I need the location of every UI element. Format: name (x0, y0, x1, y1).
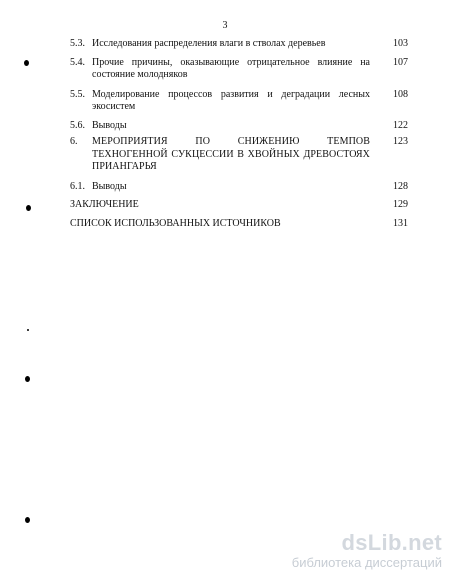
toc-entry-number: 6. (70, 136, 78, 147)
toc-entry-page: 123 (393, 136, 408, 147)
toc-entry-conclusion (70, 199, 408, 212)
binding-hole-dot (27, 329, 29, 331)
binding-hole-dot (25, 517, 30, 523)
watermark (252, 532, 442, 570)
binding-hole-dot (26, 205, 31, 211)
toc-entry-number: 5.5. (70, 88, 85, 100)
toc-entry-page: 131 (393, 217, 408, 229)
toc-entry-page: 103 (393, 38, 408, 49)
toc-entry-title: СПИСОК ИСПОЛЬЗОВАННЫХ ИСТОЧНИКОВ (70, 217, 281, 229)
toc-entry-title: Выводы (92, 119, 127, 131)
toc-entry-number: 6.1. (70, 180, 85, 192)
toc-entry-number: 5.6. (70, 119, 85, 131)
toc-entry-title: Исследования распределения влаги в стволах деревьев (92, 38, 326, 49)
toc-entry-title: Моделирование процессов развития и деградации лесных экосистем (92, 88, 370, 112)
toc-entry-page: 122 (393, 119, 408, 131)
toc-entry-5-4 (70, 57, 408, 82)
toc-entry-page: 128 (393, 180, 408, 192)
table-of-contents (70, 38, 408, 230)
watermark-logo: dsLib.net (341, 530, 442, 555)
toc-entry-5-5 (70, 89, 408, 114)
toc-entry-title: Прочие причины, оказывающие отрицательное влияние на состояние молодняков (92, 56, 370, 80)
watermark-subtitle: библиотека диссертаций (291, 555, 442, 570)
binding-hole-dot (25, 376, 30, 382)
toc-entry-title: МЕРОПРИЯТИЯ ПО СНИЖЕНИЮ ТЕМПОВ ТЕХНОГЕННОЙ СУКЦЕССИИ В ХВОЙНЫХ ДРЕВОСТОЯХ ПРИАНГАРЬЯ (92, 136, 370, 172)
page-number: 3 (222, 20, 228, 31)
toc-entry-title: ЗАКЛЮЧЕНИЕ (70, 199, 139, 210)
binding-hole-dot (24, 60, 29, 66)
toc-entry-number: 5.3. (70, 38, 85, 49)
toc-entry-5-6 (70, 120, 408, 133)
toc-entry-6-1 (70, 181, 408, 194)
toc-entry-5-3 (70, 38, 408, 51)
toc-entry-page: 107 (393, 56, 408, 68)
toc-entry-title: Выводы (92, 180, 127, 192)
toc-entry-references (70, 218, 408, 231)
toc-entry-6 (70, 136, 408, 174)
toc-entry-page: 108 (393, 88, 408, 100)
toc-entry-number: 5.4. (70, 56, 85, 68)
toc-entry-page: 129 (393, 199, 408, 210)
